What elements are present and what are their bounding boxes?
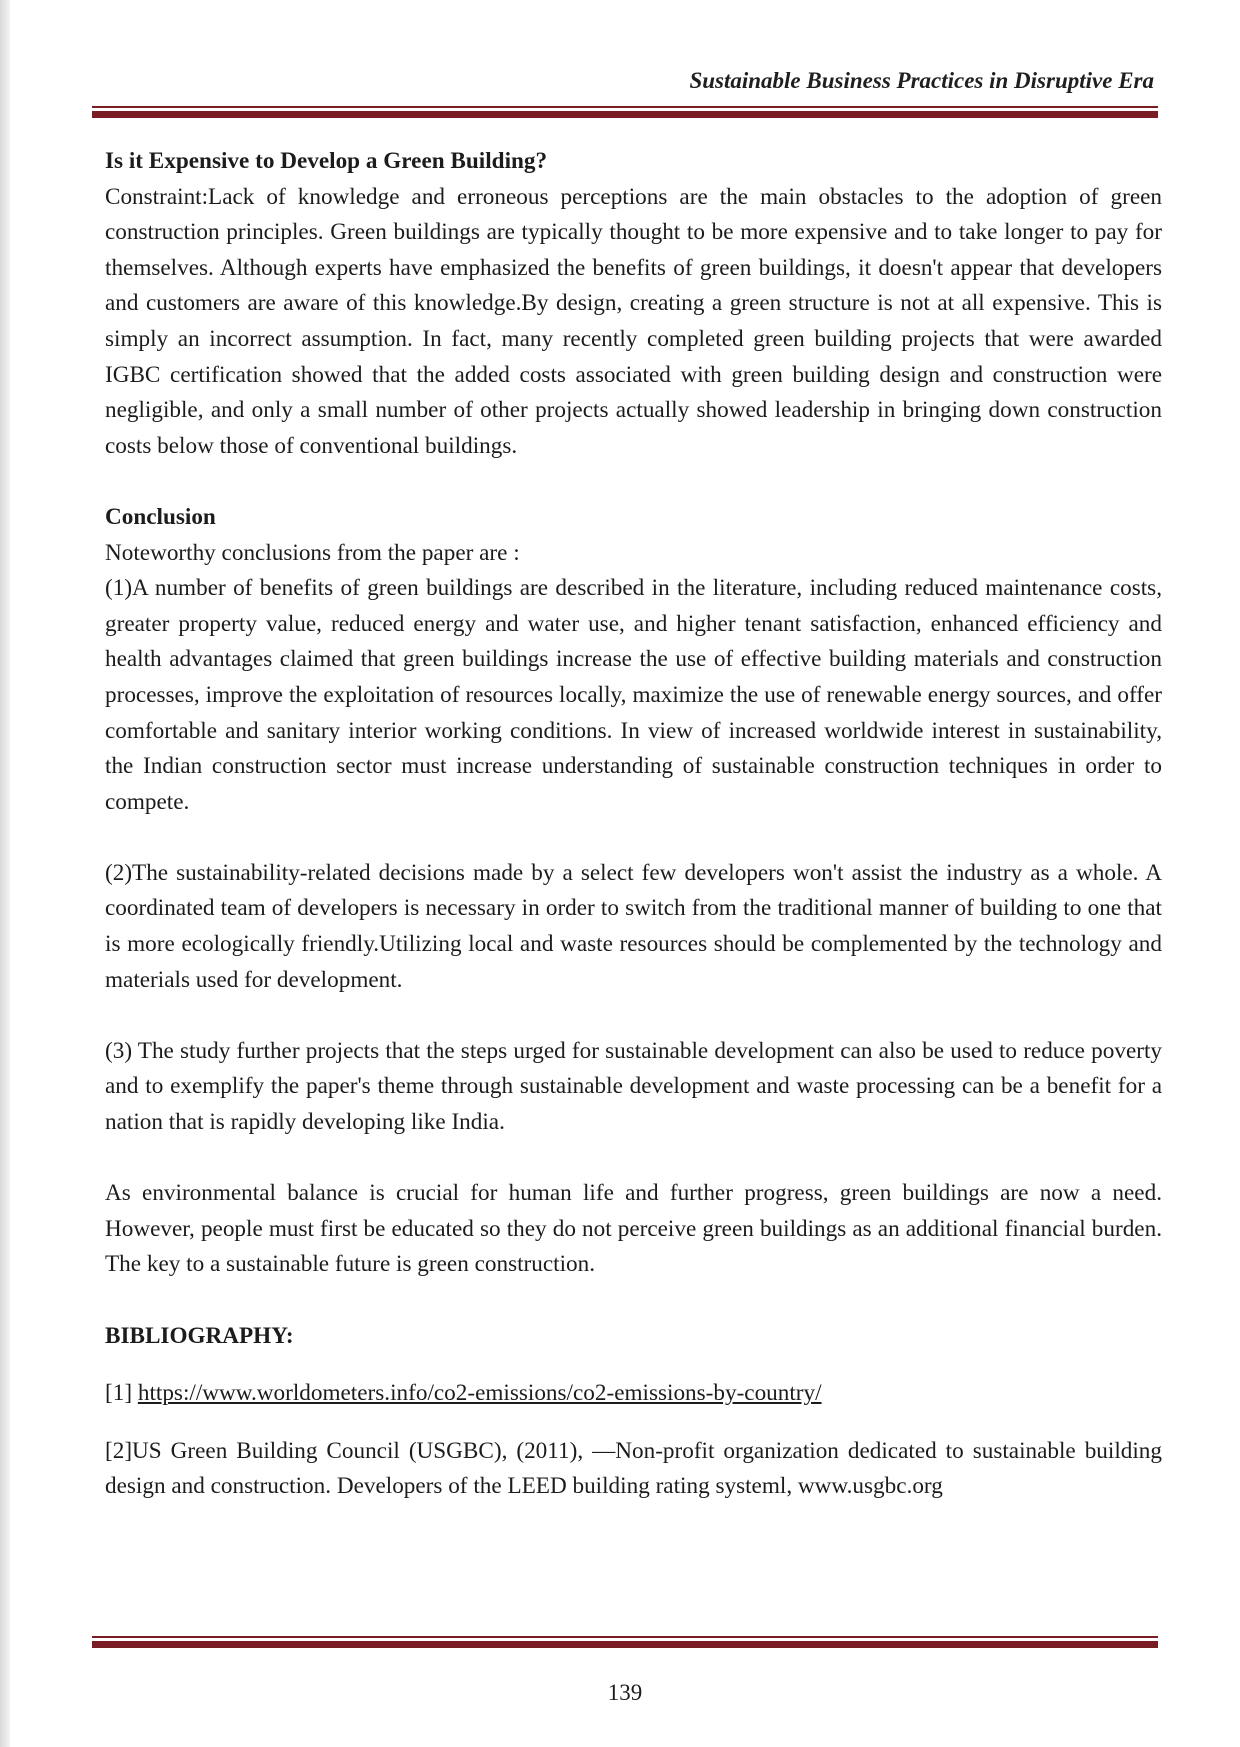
section-heading-expensive: Is it Expensive to Develop a Green Building? bbox=[105, 148, 548, 174]
section-heading-conclusion: Conclusion bbox=[105, 503, 216, 530]
paragraph-closing: As environmental balance is crucial for human life and further progress, green buildings are now a need. However, people must first be educated so they do not perceive green buildings as an additional financial burden. The key to a sustainable future is green construction. bbox=[105, 1180, 1162, 1278]
document-page bbox=[10, 0, 1240, 1747]
paragraph-constraint: Constraint:Lack of knowledge and erroneous perceptions are the main obstacles to the adoption of green construction principles. Green buildings are typically thought to be more expensive and to take longer to pay for themselves. Although experts have emphasized the benefits of green buildings, it doesn't appear that developers and customers are aware of this knowledge.By design, creating a green structure is not at all expensive. This is simply an incorrect assumption. In fact, many recently completed green building projects that were awarded IGBC certification showed that the added costs associated with green building design and construction were negligible, and only a small number of other projects actually showed leadership in bringing down construction costs below those of conventional buildings. bbox=[105, 183, 1162, 459]
bibliography-entry-2: [2]US Green Building Council (USGBC), (2011), —Non-profit organization dedicated to sustainable building design and construction. Developers of the LEED building rating systeml, www.usgbc.org bbox=[105, 1437, 1162, 1500]
page-number: 139 bbox=[607, 1680, 643, 1705]
page-content bbox=[105, 144, 1162, 1505]
viewer-left-edge bbox=[0, 0, 10, 1747]
footer-rule bbox=[92, 1636, 1158, 1648]
paragraph-conclusion-intro: Noteworthy conclusions from the paper are : bbox=[105, 539, 520, 566]
running-header: Sustainable Business Practices in Disruptive Era bbox=[689, 68, 1154, 93]
bibliography-entry-1-label: [1] bbox=[105, 1380, 138, 1407]
bibliography-entry-1 bbox=[105, 1376, 1162, 1412]
header-rule bbox=[92, 106, 1158, 118]
paragraph-conclusion-point-3: (3) The study further projects that the steps urged for sustainable development can also be used to reduce poverty and to exemplify the paper's theme through sustainable development and waste processing can be a benefit for a nation that is rapidly developing like India. bbox=[105, 1037, 1162, 1136]
bibliography-entry-1-link[interactable]: https://www.worldometers.info/co2-emissions/co2-emissions-by-country/ bbox=[137, 1380, 822, 1407]
paragraph-conclusion-point-1: (1)A number of benefits of green buildings are described in the literature, including reduced maintenance costs, greater property value, reduced energy and water use, and higher tenant satisfaction, enhanced efficiency and health advantages claimed that green buildings increase the use of effective building materials and construction processes, improve the exploitation of resources locally, maximize the use of renewable energy sources, and offer comfortable and sanitary interior working conditions. In view of increased worldwide interest in sustainability, the Indian construction sector must increase understanding of sustainable construction techniques in order to compete. bbox=[105, 575, 1162, 815]
paragraph-conclusion-point-2: (2)The sustainability-related decisions made by a select few developers won't assist the industry as a whole. A coordinated team of developers is necessary in order to switch from the traditional manner of building to one that is more ecologically friendly.Utilizing local and waste resources should be complemented by the technology and materials used for development. bbox=[105, 859, 1162, 993]
bibliography-heading: BIBLIOGRAPHY: bbox=[105, 1322, 294, 1349]
